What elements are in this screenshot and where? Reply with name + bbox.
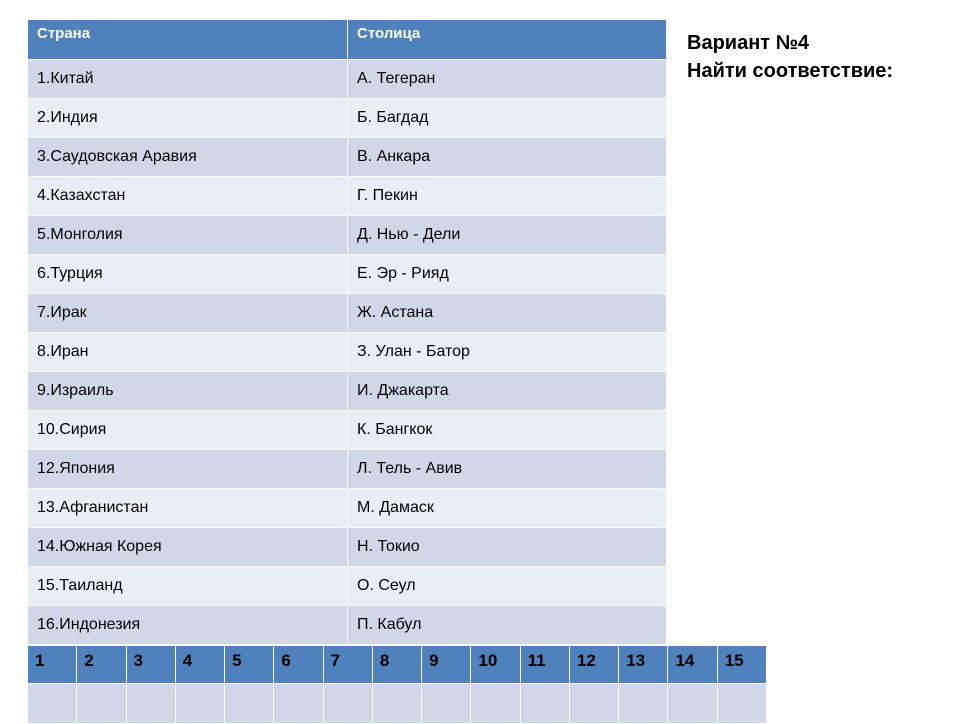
table-row xyxy=(28,567,667,606)
country-cell: 2.Индия xyxy=(28,99,348,138)
capital-cell: А. Тегеран xyxy=(348,60,667,99)
capital-cell: Л. Тель - Авив xyxy=(348,450,667,489)
country-cell: 7.Ирак xyxy=(28,294,348,333)
answer-blank-cell[interactable] xyxy=(175,684,224,724)
answer-number-cell: 11 xyxy=(520,646,569,684)
answer-blank-cell[interactable] xyxy=(225,684,274,724)
country-cell: 15.Таиланд xyxy=(28,567,348,606)
capital-cell: В. Анкара xyxy=(348,138,667,177)
table-row xyxy=(28,411,667,450)
answer-number-cell: 12 xyxy=(569,646,618,684)
table-row xyxy=(28,528,667,567)
table-row xyxy=(28,177,667,216)
table-row xyxy=(28,294,667,333)
capital-cell: Е. Эр - Рияд xyxy=(348,255,667,294)
capital-cell: Б. Багдад xyxy=(348,99,667,138)
table-row xyxy=(28,450,667,489)
table-row xyxy=(28,216,667,255)
answer-number-cell: 2 xyxy=(77,646,126,684)
answer-number-cell: 6 xyxy=(274,646,323,684)
country-cell: 14.Южная Корея xyxy=(28,528,348,567)
answer-number-cell: 3 xyxy=(126,646,175,684)
answer-number-cell: 8 xyxy=(372,646,421,684)
country-capital-table xyxy=(27,19,667,645)
country-cell: 16.Индонезия xyxy=(28,606,348,645)
answer-blank-cell[interactable] xyxy=(569,684,618,724)
capital-cell: О. Сеул xyxy=(348,567,667,606)
variant-title: Вариант №4 xyxy=(687,32,810,54)
country-cell: 5.Монголия xyxy=(28,216,348,255)
capital-cell: И. Джакарта xyxy=(348,372,667,411)
country-cell: 10.Сирия xyxy=(28,411,348,450)
capital-cell: Д. Нью - Дели xyxy=(348,216,667,255)
answer-number-cell: 4 xyxy=(175,646,224,684)
answer-number-row xyxy=(28,646,767,684)
country-cell: 8.Иран xyxy=(28,333,348,372)
capital-cell: К. Бангкок xyxy=(348,411,667,450)
answer-number-cell: 14 xyxy=(668,646,717,684)
answer-blank-cell[interactable] xyxy=(77,684,126,724)
answer-grid xyxy=(27,645,767,724)
answer-blank-cell[interactable] xyxy=(126,684,175,724)
capital-cell: Н. Токио xyxy=(348,528,667,567)
answer-blank-cell[interactable] xyxy=(372,684,421,724)
country-cell: 13.Афганистан xyxy=(28,489,348,528)
answer-blank-cell[interactable] xyxy=(717,684,766,724)
answer-blank-cell[interactable] xyxy=(28,684,77,724)
answer-number-cell: 7 xyxy=(323,646,372,684)
answer-number-cell: 10 xyxy=(471,646,520,684)
answer-blank-cell[interactable] xyxy=(520,684,569,724)
instruction-text: Найти соответствие: xyxy=(687,60,894,82)
capital-cell: М. Дамаск xyxy=(348,489,667,528)
country-cell: 12.Япония xyxy=(28,450,348,489)
answer-blank-cell[interactable] xyxy=(619,684,668,724)
header-capital: Столица xyxy=(348,20,667,60)
capital-cell: З. Улан - Батор xyxy=(348,333,667,372)
capital-cell: П. Кабул xyxy=(348,606,667,645)
answer-blank-cell[interactable] xyxy=(471,684,520,724)
table-row xyxy=(28,489,667,528)
answer-number-cell: 13 xyxy=(619,646,668,684)
answer-number-cell: 9 xyxy=(422,646,471,684)
capital-cell: Г. Пекин xyxy=(348,177,667,216)
answer-blank-row xyxy=(28,684,767,724)
table-row xyxy=(28,138,667,177)
answer-blank-cell[interactable] xyxy=(422,684,471,724)
table-row xyxy=(28,60,667,99)
country-cell: 3.Саудовская Аравия xyxy=(28,138,348,177)
answer-number-cell: 1 xyxy=(28,646,77,684)
country-cell: 1.Китай xyxy=(28,60,348,99)
table-row xyxy=(28,255,667,294)
table-row xyxy=(28,372,667,411)
table-header-row xyxy=(28,20,667,60)
country-cell: 4.Казахстан xyxy=(28,177,348,216)
country-cell: 6.Турция xyxy=(28,255,348,294)
answer-blank-cell[interactable] xyxy=(668,684,717,724)
answer-number-cell: 5 xyxy=(225,646,274,684)
answer-number-cell: 15 xyxy=(717,646,766,684)
table-row xyxy=(28,333,667,372)
slide-title-block xyxy=(687,29,893,85)
table-row xyxy=(28,606,667,645)
capital-cell: Ж. Астана xyxy=(348,294,667,333)
country-cell: 9.Израиль xyxy=(28,372,348,411)
answer-blank-cell[interactable] xyxy=(323,684,372,724)
table-row xyxy=(28,99,667,138)
header-country: Страна xyxy=(28,20,348,60)
answer-blank-cell[interactable] xyxy=(274,684,323,724)
